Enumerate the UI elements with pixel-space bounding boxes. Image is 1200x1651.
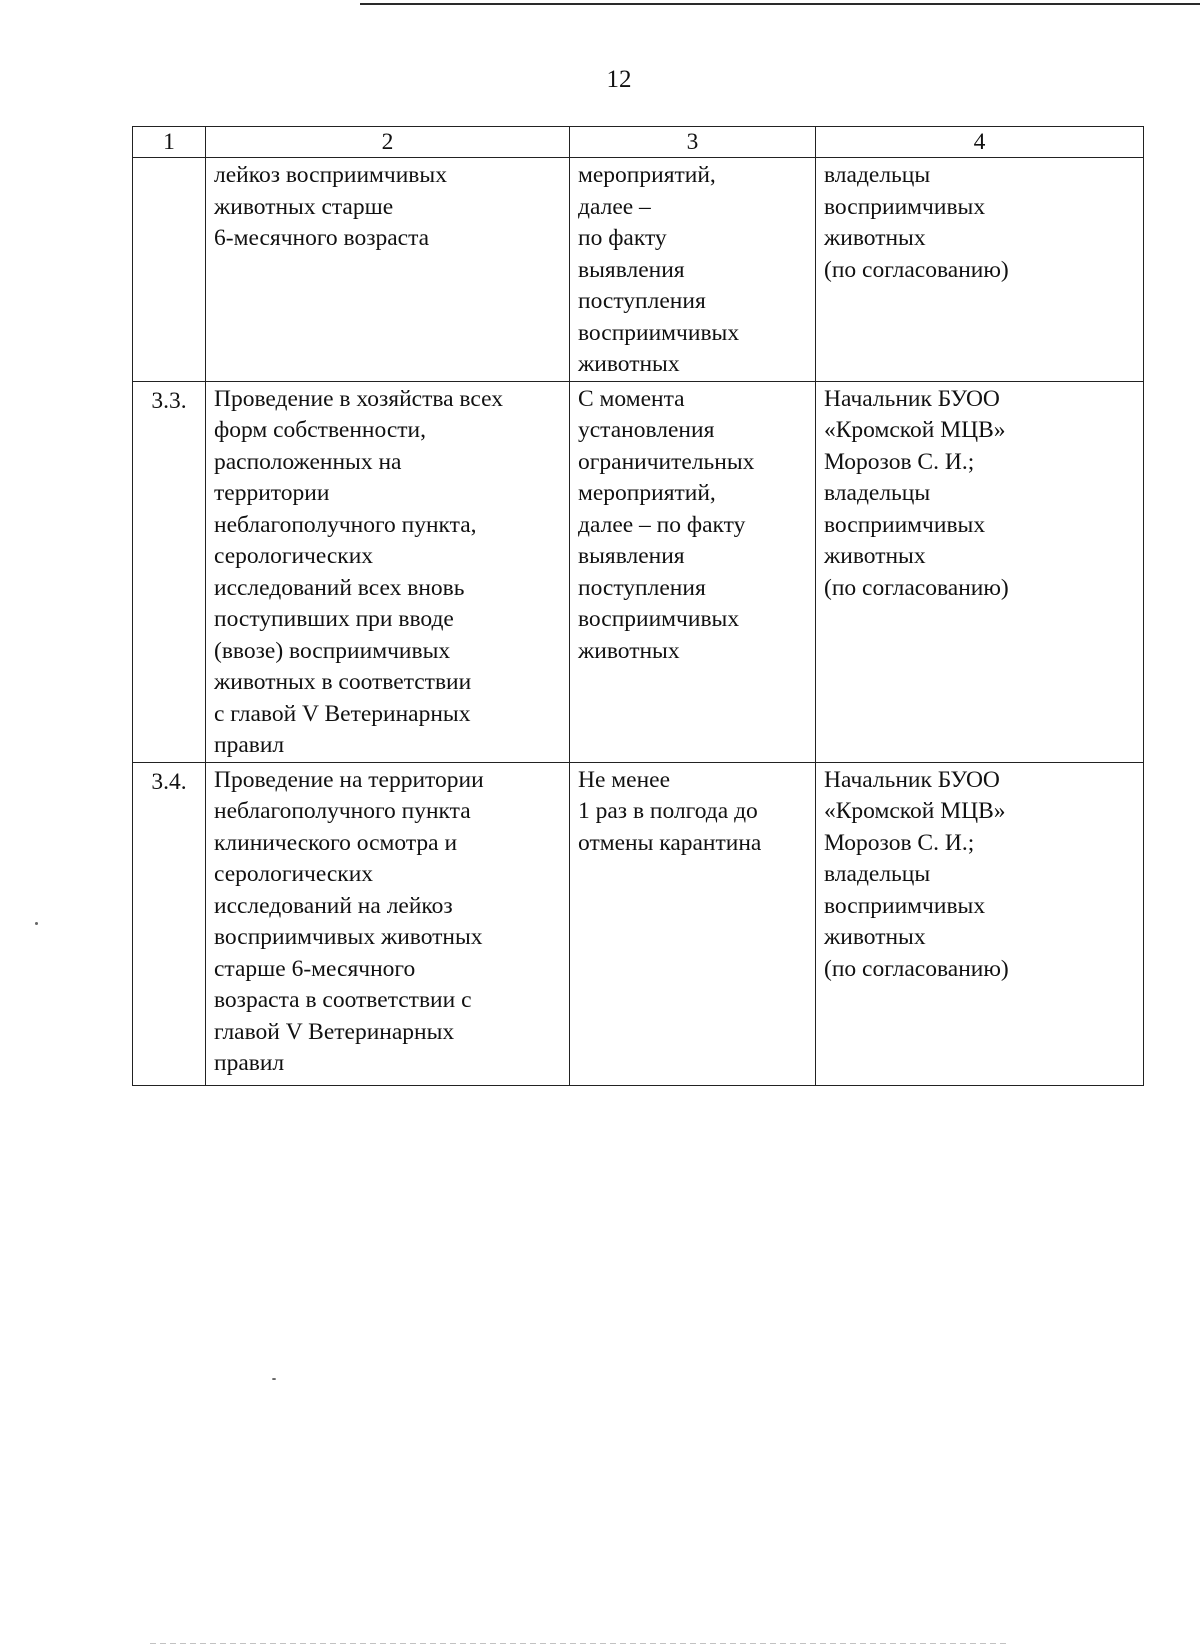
cell-text-line: 6-месячного возраста bbox=[214, 225, 430, 251]
cell-text-line: восприимчивых bbox=[578, 606, 740, 632]
cell-text-line: поступивших при вводе bbox=[214, 606, 454, 632]
cell-text-line: Морозов С. И.; bbox=[824, 829, 975, 856]
timing-cell bbox=[570, 762, 816, 1085]
cell-text-line: восприимчивых bbox=[824, 892, 986, 919]
cell-text-line: (по согласованию) bbox=[824, 574, 1009, 601]
cell-text-line: животных bbox=[824, 543, 926, 569]
header-col-4: 4 bbox=[816, 127, 1144, 158]
cell-text-line: далее – по факту bbox=[578, 511, 746, 538]
cell-text-line: восприимчивых bbox=[578, 319, 740, 346]
cell-text-line: Начальник БУОО bbox=[824, 385, 1000, 412]
responsible-cell bbox=[816, 762, 1144, 1085]
cell-text-line: отмены карантина bbox=[578, 829, 762, 856]
header-col-1: 1 bbox=[133, 127, 206, 158]
cell-text-line: с главой V Ветеринарных bbox=[214, 700, 471, 727]
row-number: 3.3. bbox=[133, 381, 206, 762]
responsible-cell bbox=[816, 381, 1144, 762]
measures-table bbox=[132, 126, 1144, 1086]
cell-text-line: форм собственности, bbox=[214, 417, 426, 443]
scan-edge-line bbox=[150, 1643, 1010, 1644]
cell-text-line: по факту bbox=[578, 225, 667, 251]
cell-text-line: С момента bbox=[578, 385, 685, 412]
cell-text-line: Морозов С. И.; bbox=[824, 448, 975, 475]
cell-text-line: восприимчивых bbox=[824, 193, 986, 220]
cell-text-line: мероприятий, bbox=[578, 162, 716, 188]
timing-cell bbox=[570, 381, 816, 762]
header-col-3: 3 bbox=[570, 127, 816, 158]
cell-text-line: серологических bbox=[214, 861, 374, 887]
cell-text-line: (по согласованию) bbox=[824, 955, 1009, 982]
timing-cell bbox=[570, 158, 816, 382]
cell-text-line: Проведение в хозяйства всех bbox=[214, 385, 503, 412]
row-number bbox=[133, 158, 206, 382]
cell-text-line: владельцы bbox=[824, 162, 931, 188]
row-number: 3.4. bbox=[133, 762, 206, 1085]
cell-text-line: «Кромской МЦВ» bbox=[824, 798, 1006, 824]
header-col-2: 2 bbox=[206, 127, 570, 158]
cell-text-line: (ввозе) восприимчивых bbox=[214, 637, 451, 664]
cell-text-line: Не менее bbox=[578, 766, 671, 793]
cell-text-line: расположенных на bbox=[214, 448, 402, 475]
cell-text-line: выявления bbox=[578, 256, 685, 283]
cell-text-line: клинического осмотра и bbox=[214, 829, 458, 856]
cell-text-line: далее – bbox=[578, 193, 651, 220]
cell-text-line: «Кромской МЦВ» bbox=[824, 417, 1006, 443]
cell-text-line: выявления bbox=[578, 543, 685, 569]
cell-text-line: серологических bbox=[214, 543, 374, 569]
cell-text-line: старше 6-месячного bbox=[214, 955, 416, 982]
cell-text-line: правил bbox=[214, 732, 285, 758]
cell-text-line: животных в соответствии bbox=[214, 669, 472, 695]
cell-text-line: Проведение на территории bbox=[214, 766, 484, 793]
activity-cell bbox=[206, 762, 570, 1085]
table-row-3-3 bbox=[133, 381, 1144, 762]
cell-text-line: мероприятий, bbox=[578, 480, 716, 506]
cell-text-line: восприимчивых bbox=[824, 511, 986, 538]
cell-text-line: исследований всех вновь bbox=[214, 574, 465, 601]
cell-text-line: ограничительных bbox=[578, 448, 755, 475]
table-row-continuation bbox=[133, 158, 1144, 382]
table-header-row bbox=[133, 127, 1144, 158]
activity-cell bbox=[206, 158, 570, 382]
responsible-cell bbox=[816, 158, 1144, 382]
scan-edge-line bbox=[360, 3, 1200, 5]
activity-cell bbox=[206, 381, 570, 762]
cell-text-line: лейкоз восприимчивых bbox=[214, 162, 447, 188]
cell-text-line: животных bbox=[824, 924, 926, 950]
cell-text-line: правил bbox=[214, 1050, 285, 1076]
cell-text-line: установления bbox=[578, 417, 715, 443]
cell-text-line: животных bbox=[578, 351, 680, 377]
cell-text-line: возраста в соответствии с bbox=[214, 987, 472, 1013]
cell-text-line: поступления bbox=[578, 288, 706, 314]
cell-text-line: животных старше bbox=[214, 193, 394, 220]
cell-text-line: территории bbox=[214, 480, 330, 506]
cell-text-line: (по согласованию) bbox=[824, 256, 1009, 283]
cell-text-line: животных bbox=[824, 225, 926, 251]
cell-text-line: владельцы bbox=[824, 480, 931, 506]
cell-text-line: неблагополучного пункта bbox=[214, 798, 471, 824]
cell-text-line: неблагополучного пункта, bbox=[214, 511, 477, 538]
cell-text-line: восприимчивых животных bbox=[214, 924, 483, 950]
cell-text-line: 1 раз в полгода до bbox=[578, 798, 758, 824]
scan-speck bbox=[272, 1378, 276, 1380]
cell-text-line: исследований на лейкоз bbox=[214, 892, 453, 919]
cell-text-line: животных bbox=[578, 637, 680, 664]
cell-text-line: владельцы bbox=[824, 861, 931, 887]
cell-text-line: поступления bbox=[578, 574, 706, 601]
cell-text-line: главой V Ветеринарных bbox=[214, 1018, 455, 1045]
scan-speck bbox=[35, 922, 38, 925]
table-row-3-4 bbox=[133, 762, 1144, 1085]
page-number: 12 bbox=[606, 66, 632, 93]
cell-text-line: Начальник БУОО bbox=[824, 766, 1000, 793]
